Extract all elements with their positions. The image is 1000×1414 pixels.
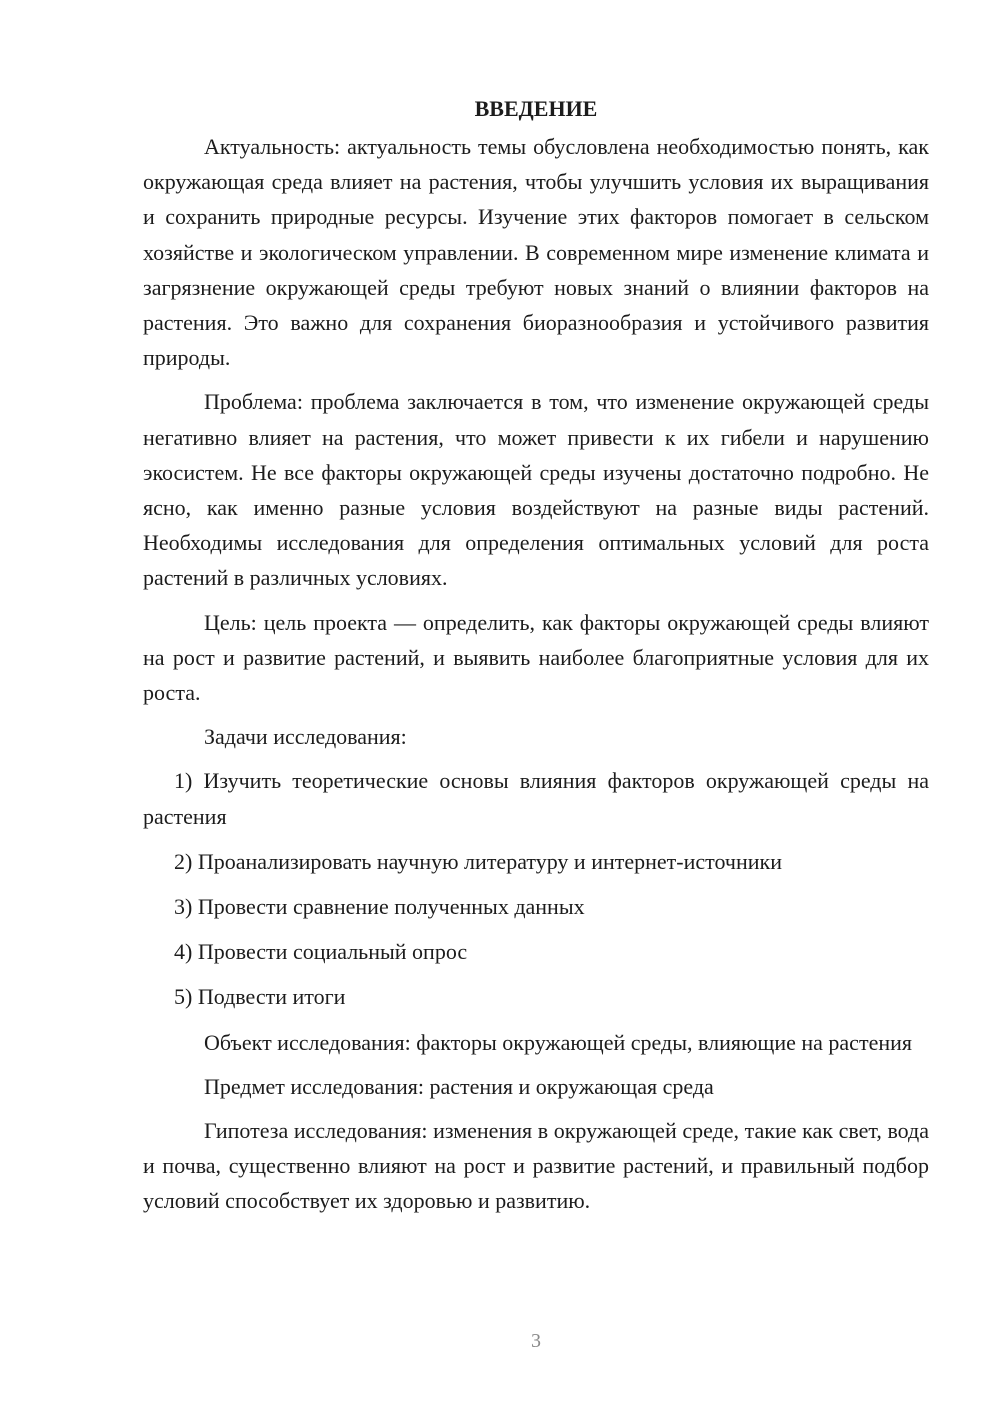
task-item: 5) Подвести итоги: [174, 984, 346, 1010]
problem-paragraph: Проблема: проблема заключается в том, что изменение окружающей среды негативно влияет на растения, что может привести к их гибели и нарушению экосистем. Не все факторы окружающей среды изучены достаточно подробно. Не ясно, как именно разные условия воздействуют на разные виды растений. Необходимы исследования для определения оптимальных условий для роста растений в различных условиях.: [143, 389, 929, 591]
task-item: 2) Проанализировать научную литературу и интернет-источники: [174, 848, 782, 874]
section-heading: ВВЕДЕНИЕ: [474, 96, 598, 121]
object-paragraph: Объект исследования: факторы окружающей среды, влияющие на растения: [204, 1029, 912, 1055]
task-item: 4) Провести социальный опрос: [174, 939, 468, 965]
subject-paragraph: Предмет исследования: растения и окружающая среда: [204, 1073, 714, 1099]
hypothesis-paragraph: Гипотеза исследования: изменения в окружающей среде, такие как свет, вода и почва, существенно влияют на рост и развитие растений, и правильный подбор условий способствует их здоровью и развитию.: [143, 1118, 929, 1214]
page-number: 3: [531, 1330, 541, 1352]
document-page: [143, 92, 929, 1228]
goal-paragraph: Цель: цель проекта — определить, как факторы окружающей среды влияют на рост и развитие растений, и выявить наиболее благоприятные условия для их роста.: [143, 609, 929, 706]
relevance-paragraph: Актуальность: актуальность темы обусловлена необходимостью понять, как окружающая среда влияет на растения, чтобы улучшить условия их выращивания и сохранить природные ресурсы. Изучение этих факторов помогает в сельском хозяйстве и экологическом управлении. В современном мире изменение климата и загрязнение окружающей среды требуют новых знаний о влиянии факторов на растения. Это важно для сохранения биоразнообразия и устойчивого развития природы.: [143, 134, 929, 371]
task-item: 1) Изучить теоретические основы влияния факторов окружающей среды на растения: [143, 768, 929, 829]
tasks-heading: Задачи исследования:: [204, 724, 407, 750]
task-item: 3) Провести сравнение полученных данных: [174, 894, 585, 920]
